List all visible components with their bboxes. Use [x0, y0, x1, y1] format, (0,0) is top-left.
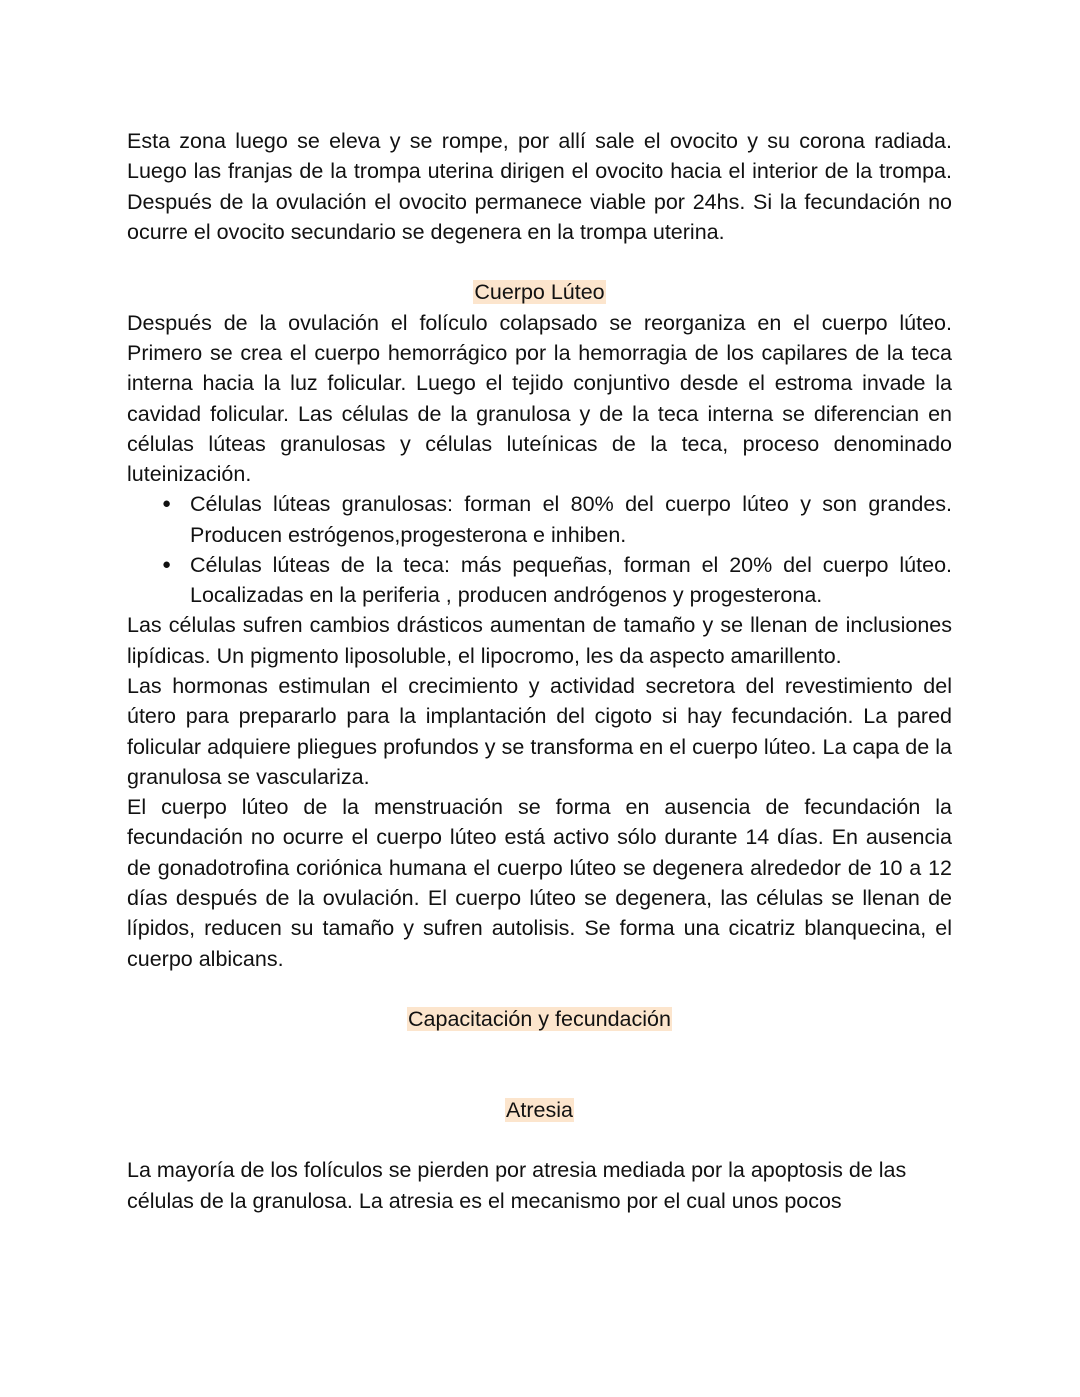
- section-heading: [127, 1095, 952, 1125]
- paragraph: El cuerpo lúteo de la menstruación se forma en ausencia de fecundación la fecundación no ocurre el cuerpo lúteo está activo sólo durante 14 días. En ausencia de gonadotrofina coriónica humana el cuerpo lúteo se degenera alrededor de 10 a 12 días después de la ovulación. El cuerpo lúteo se degenera, las células se llenan de lípidos, reducen su tamaño y sufren autolisis. Se forma una cicatriz blanquecina, el cuerpo albicans.: [127, 795, 952, 971]
- heading-text: Capacitación y fecundación: [408, 1007, 671, 1032]
- paragraph: La mayoría de los folículos se pierden por atresia mediada por la apoptosis de las células de la granulosa. La atresia es el mecanismo por el cual unos pocos: [127, 1158, 907, 1213]
- paragraph: Después de la ovulación el folículo colapsado se reorganiza en el cuerpo lúteo. Primero se crea el cuerpo hemorrágico por la hemorragia de los capilares de la teca interna hacia la luz folicular. Luego el tejido conjuntivo desde el estroma invade la cavidad folicular. Las células de la granulosa y de la teca interna se diferencian en células lúteas granulosas y células luteínicas de la teca, proceso denominado luteinización.: [127, 310, 952, 487]
- heading-text: Atresia: [506, 1097, 573, 1122]
- paragraph: Esta zona luego se eleva y se rompe, por allí sale el ovocito y su corona radiada. Luego las franjas de la trompa uterina dirigen el ovocito hacia el interior de la trompa. Después de la ovulación el ovocito permanece viable por 24hs. Si la fecundación no ocurre el ovocito secundario se degenera en la trompa uterina.: [127, 129, 952, 244]
- paragraph: Las células sufren cambios drásticos aumentan de tamaño y se llenan de inclusiones lipídicas. Un pigmento liposoluble, el lipocromo, les da aspecto amarillento.: [127, 613, 952, 668]
- section-heading: [127, 1004, 952, 1034]
- paragraph: Las hormonas estimulan el crecimiento y actividad secretora del revestimiento del útero para prepararlo para la implantación del cigoto si hay fecundación. La pared folicular adquiere pliegues profundos y se transforma en el cuerpo lúteo. La capa de la granulosa se vasculariza.: [127, 674, 952, 789]
- heading-text: Cuerpo Lúteo: [474, 280, 605, 305]
- section-heading: [127, 277, 952, 307]
- bullet-list: [127, 489, 952, 610]
- document-page: [127, 126, 952, 1216]
- list-item: ● Células lúteas de la teca: más pequeñas, forman el 20% del cuerpo lúteo. Localizadas en la periferia , producen andrógenos y progesterona.: [190, 550, 952, 611]
- list-item: ● Células lúteas granulosas: forman el 80% del cuerpo lúteo y son grandes. Producen estrógenos,progesterona e inhiben.: [190, 489, 952, 550]
